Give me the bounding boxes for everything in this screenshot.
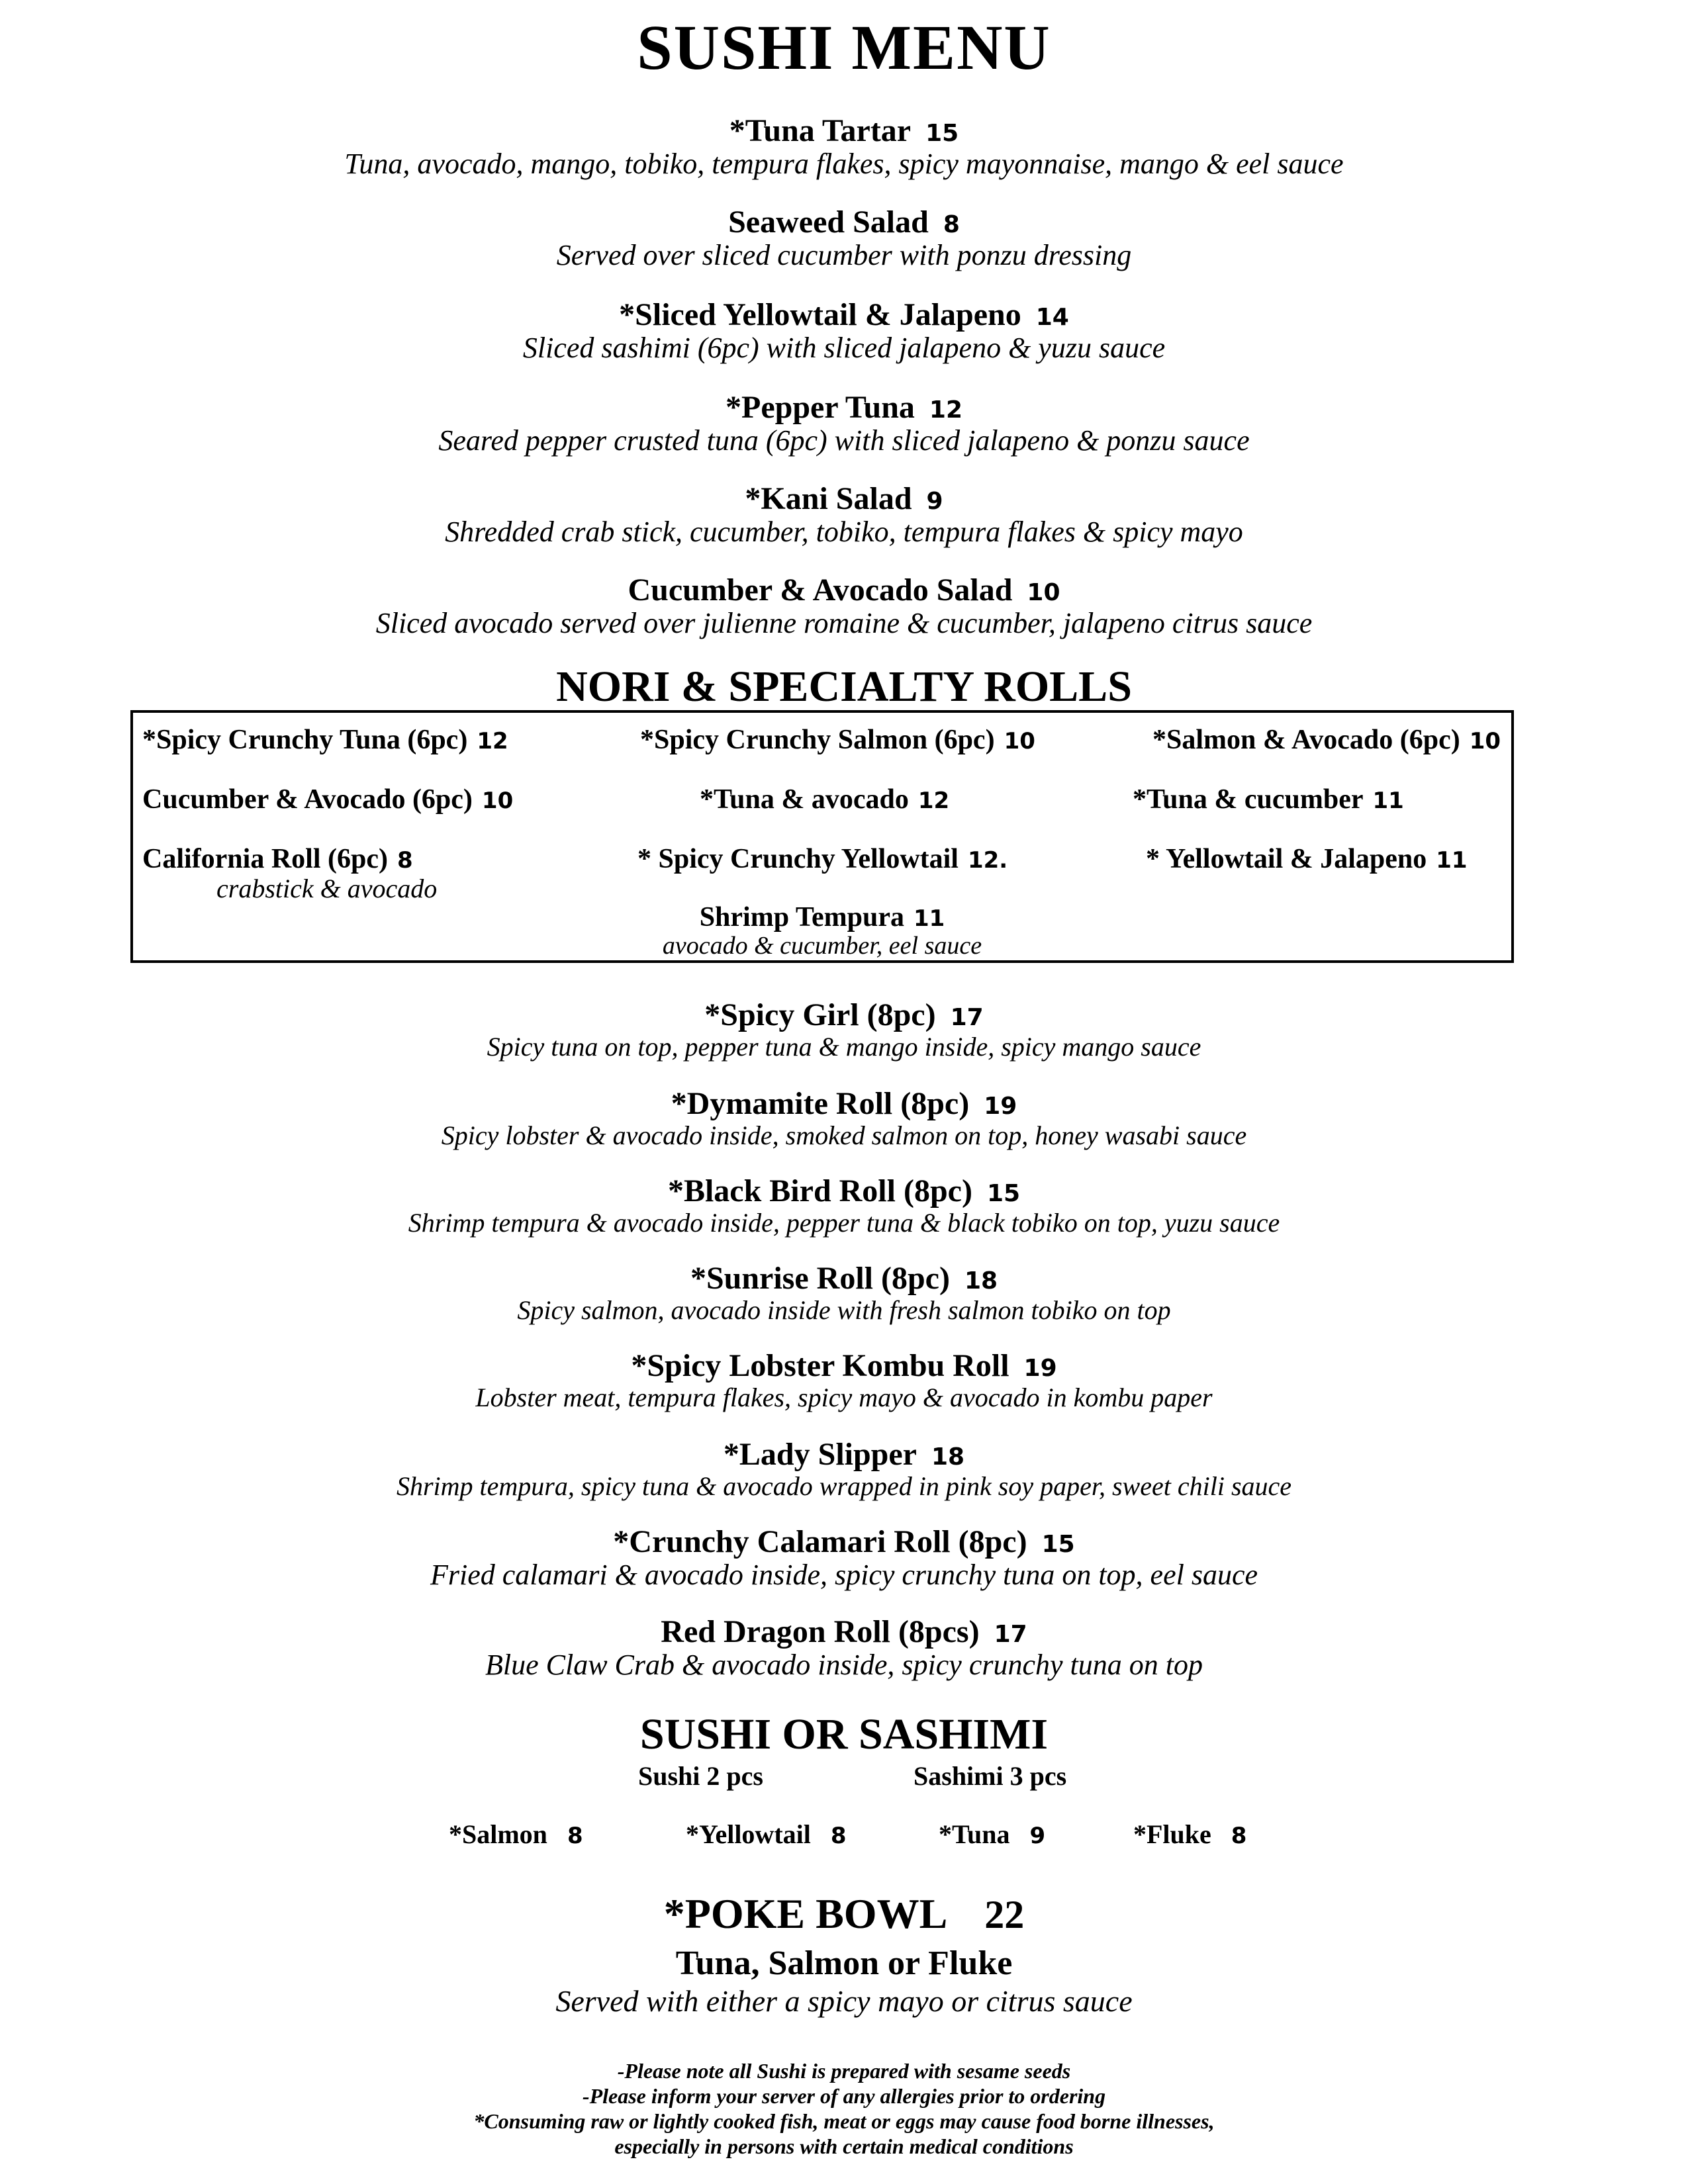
roll-name: * Spicy Crunchy Yellowtail — [637, 844, 959, 874]
item-price: 8 — [830, 1823, 847, 1849]
item-description: Shrimp tempura & avocado inside, pepper tuna & black tobiko on top, yuzu sauce — [408, 1207, 1280, 1238]
section-title-sushi-sashimi: SUSHI OR SASHIMI — [639, 1710, 1049, 1758]
item-description: Spicy salmon, avocado inside with fresh salmon tobiko on top — [517, 1295, 1171, 1325]
item-price: 19 — [1023, 1355, 1057, 1382]
roll-price: 12 — [917, 788, 950, 814]
section-title-nori: NORI & SPECIALTY ROLLS — [556, 662, 1132, 711]
item-name: Red Dragon Roll (8pcs) — [661, 1614, 980, 1649]
poke-bowl-heading — [0, 1889, 1688, 1938]
item-price: 9 — [926, 488, 943, 515]
menu-item-spicy-girl — [0, 998, 1688, 1061]
roll-price: 10 — [481, 788, 514, 814]
item-name: *Crunchy Calamari Roll (8pc) — [613, 1524, 1027, 1559]
item-name: *Tuna — [939, 1819, 1010, 1849]
item-description: Shrimp tempura, spicy tuna & avocado wrapped in pink soy paper, sweet chili sauce — [396, 1471, 1292, 1501]
item-description: Sliced sashimi (6pc) with sliced jalapeno & yuzu sauce — [522, 331, 1166, 364]
roll-name: *Spicy Crunchy Salmon (6pc) — [640, 725, 995, 755]
item-name: Cucumber & Avocado Salad — [628, 572, 1013, 608]
poke-price: 22 — [984, 1893, 1025, 1936]
item-description: Blue Claw Crab & avocado inside, spicy crunchy tuna on top — [485, 1648, 1203, 1681]
item-description: Spicy tuna on top, pepper tuna & mango inside, spicy mango sauce — [487, 1031, 1201, 1062]
item-price: 18 — [931, 1443, 965, 1471]
item-name: *Fluke — [1133, 1819, 1211, 1849]
menu-item-dynamite-roll — [0, 1087, 1688, 1150]
item-name: *Black Bird Roll (8pc) — [667, 1173, 972, 1208]
nori-rolls-box — [130, 710, 1514, 963]
item-price: 8 — [567, 1823, 583, 1849]
roll-price: 11 — [1372, 788, 1404, 814]
item-price: 15 — [925, 120, 959, 147]
roll-name: * Yellowtail & Jalapeno — [1146, 844, 1427, 874]
roll-name: California Roll (6pc) — [142, 844, 388, 874]
menu-item-sunrise-roll — [0, 1261, 1688, 1324]
poke-description: Served with either a spicy mayo or citrus sauce — [555, 1984, 1133, 2018]
roll-name: *Salmon & Avocado (6pc) — [1152, 725, 1460, 755]
roll-price: 11 — [913, 905, 945, 932]
item-name: *Lady Slipper — [723, 1437, 917, 1472]
roll-name: Shrimp Tempura — [699, 902, 904, 933]
item-price: 19 — [984, 1093, 1017, 1120]
item-name: *Tuna Tartar — [729, 113, 912, 148]
menu-item-pepper-tuna — [0, 390, 1688, 456]
roll-tuna-avocado — [700, 784, 949, 815]
item-price: 17 — [950, 1004, 984, 1031]
item-price: 15 — [986, 1180, 1021, 1207]
page-title: SUSHI MENU — [637, 12, 1051, 83]
item-name: *Yellowtail — [686, 1819, 811, 1849]
item-price: 12 — [929, 396, 962, 424]
menu-item-cucumber-avocado-salad — [0, 573, 1688, 639]
roll-price: 11 — [1436, 847, 1468, 874]
item-name: *Sunrise Roll (8pc) — [690, 1261, 950, 1296]
roll-name: *Tuna & avocado — [700, 784, 909, 815]
roll-price: 12. — [967, 847, 1008, 874]
note-line: *Consuming raw or lightly cooked fish, meat or eggs may cause food borne illnesses, — [473, 2109, 1215, 2133]
roll-california — [142, 844, 413, 874]
item-price: 10 — [1027, 579, 1060, 606]
roll-price: 10 — [1004, 728, 1035, 754]
note-line: -Please note all Sushi is prepared with sesame seeds — [617, 2059, 1071, 2083]
poke-title: *POKE BOWL — [663, 1890, 948, 1937]
menu-item-red-dragon — [0, 1615, 1688, 1680]
item-name: *Kani Salad — [745, 481, 912, 516]
item-price: 8 — [943, 211, 960, 238]
roll-name: *Tuna & cucumber — [1133, 784, 1364, 815]
roll-yellowtail-jalapeno — [1146, 844, 1468, 874]
item-price: 15 — [1041, 1531, 1075, 1558]
note-line: especially in persons with certain medical conditions — [614, 2134, 1074, 2158]
roll-price: 12 — [477, 728, 508, 754]
item-price: 18 — [964, 1267, 998, 1295]
roll-spicy-crunchy-salmon — [640, 725, 1035, 755]
menu-item-spicy-lobster-kombu — [0, 1349, 1688, 1412]
item-name: *Salmon — [449, 1819, 547, 1849]
item-description: Tuna, avocado, mango, tobiko, tempura flakes, spicy mayonnaise, mango & eel sauce — [344, 147, 1344, 180]
roll-spicy-crunchy-tuna — [142, 725, 508, 755]
roll-price: 10 — [1469, 728, 1501, 754]
item-name: *Spicy Girl (8pc) — [704, 997, 936, 1032]
item-description: Shredded crab stick, cucumber, tobiko, tempura flakes & spicy mayo — [445, 515, 1243, 548]
poke-subtitle: Tuna, Salmon or Fluke — [675, 1944, 1013, 1982]
menu-notes — [0, 2058, 1688, 2159]
item-name: *Dymamite Roll (8pc) — [671, 1086, 970, 1121]
item-description: Lobster meat, tempura flakes, spicy mayo & avocado in kombu paper — [475, 1382, 1213, 1412]
sashimi-pcs-label: Sashimi 3 pcs — [914, 1761, 1067, 1791]
menu-item-kani-salad — [0, 482, 1688, 547]
menu-item-lady-slipper — [0, 1437, 1688, 1500]
item-description: Fried calamari & avocado inside, spicy crunchy tuna on top, eel sauce — [430, 1558, 1258, 1591]
sushi-pcs-label: Sushi 2 pcs — [638, 1761, 763, 1791]
roll-shrimp-tempura-sub: avocado & cucumber, eel sauce — [662, 932, 982, 960]
item-price: 8 — [1231, 1823, 1247, 1849]
sushi-item-fluke — [1133, 1819, 1246, 1850]
item-name: Seaweed Salad — [728, 205, 929, 240]
roll-spicy-crunchy-yellowtail — [637, 844, 1008, 874]
roll-cucumber-avocado — [142, 784, 513, 815]
roll-tuna-cucumber — [1133, 784, 1404, 815]
roll-shrimp-tempura — [133, 902, 1511, 933]
menu-item-tuna-tartar — [0, 114, 1688, 179]
roll-name: Cucumber & Avocado (6pc) — [142, 784, 473, 815]
sushi-item-tuna — [939, 1819, 1045, 1850]
item-description: Sliced avocado served over julienne romaine & cucumber, jalapeno citrus sauce — [375, 606, 1313, 639]
sushi-item-yellowtail — [686, 1819, 847, 1850]
item-price: 14 — [1035, 304, 1069, 331]
sushi-item-salmon — [449, 1819, 583, 1850]
menu-item-crunchy-calamari — [0, 1525, 1688, 1590]
roll-salmon-avocado — [1152, 725, 1501, 755]
roll-name: *Spicy Crunchy Tuna (6pc) — [142, 725, 468, 755]
roll-california-sub: crabstick & avocado — [216, 874, 438, 903]
menu-item-seaweed-salad — [0, 205, 1688, 271]
item-name: *Pepper Tuna — [726, 390, 915, 425]
item-price: 9 — [1029, 1823, 1046, 1849]
item-price: 17 — [994, 1621, 1027, 1648]
roll-price: 8 — [397, 847, 413, 874]
item-name: *Spicy Lobster Kombu Roll — [631, 1348, 1009, 1383]
menu-item-black-bird-roll — [0, 1174, 1688, 1237]
item-name: *Sliced Yellowtail & Jalapeno — [619, 297, 1021, 332]
item-description: Spicy lobster & avocado inside, smoked salmon on top, honey wasabi sauce — [441, 1120, 1247, 1150]
menu-item-sliced-yellowtail — [0, 298, 1688, 363]
item-description: Served over sliced cucumber with ponzu dressing — [556, 238, 1132, 271]
item-description: Seared pepper crusted tuna (6pc) with sliced jalapeno & ponzu sauce — [438, 424, 1250, 457]
note-line: -Please inform your server of any allergies prior to ordering — [582, 2084, 1106, 2108]
